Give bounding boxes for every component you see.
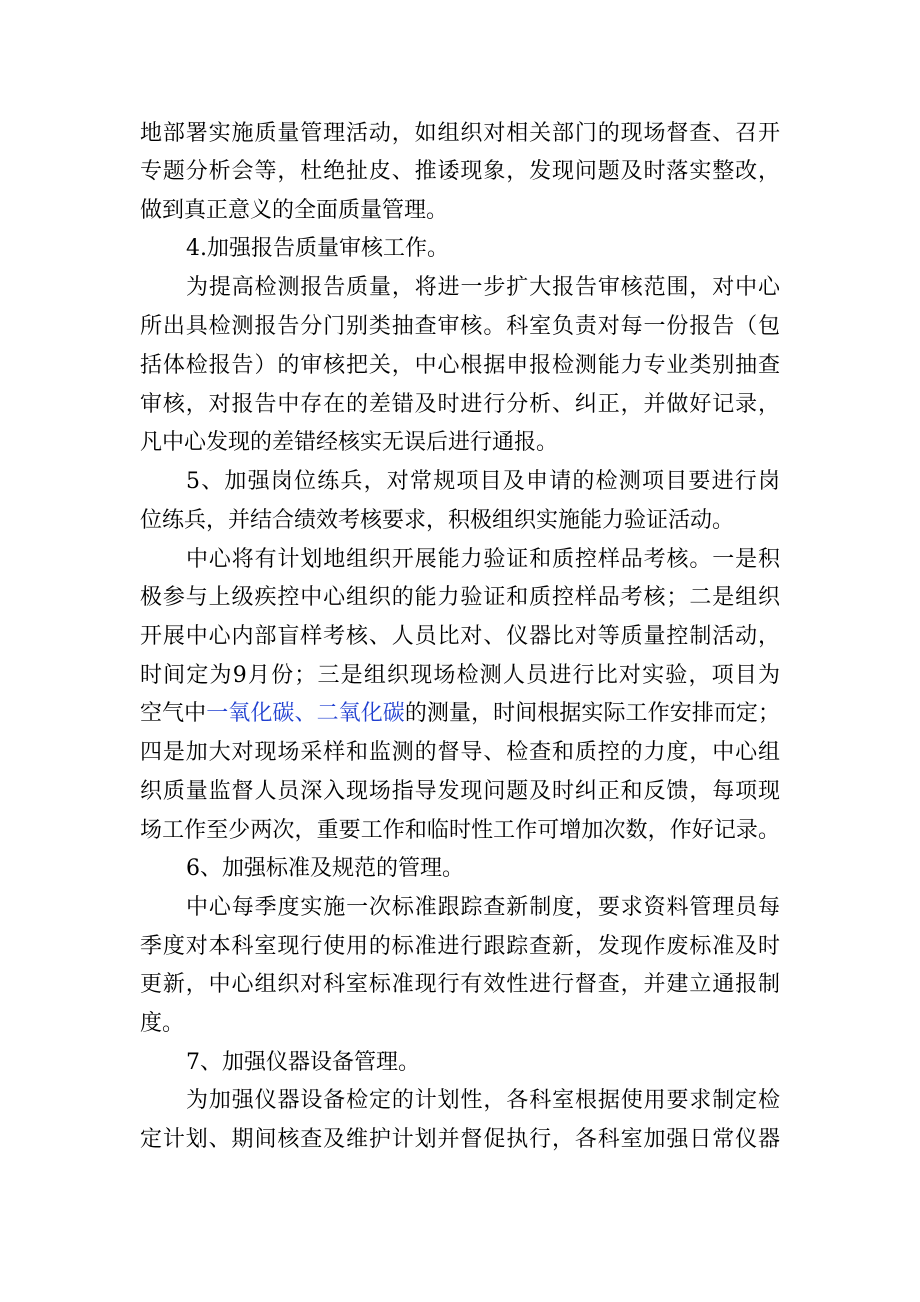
- paragraph-line: 为提高检测报告质量，将进一步扩大报告审核范围，对中心: [186, 275, 780, 300]
- paragraph-line: 位练兵，并结合绩效考核要求，积极组织实施能力验证活动。: [140, 508, 735, 533]
- paragraph-line: 时间定为9月份；三是组织现场检测人员进行比对实验，项目为: [140, 663, 780, 688]
- paragraph-line: 四是加大对现场采样和监测的督导、检查和质控的力度，中心组: [140, 740, 780, 765]
- text-segment: 空气中: [140, 701, 207, 726]
- paragraph-line: 审核，对报告中存在的差错及时进行分析、纠正，并做好记录，: [140, 392, 780, 417]
- paragraph-line: 凡中心发现的差错经核实无误后进行通报。: [140, 430, 559, 455]
- paragraph-line: 做到真正意义的全面质量管理。: [140, 198, 449, 223]
- paragraph-line: 中心每季度实施一次标准跟踪查新制度，要求资料管理员每: [186, 895, 780, 920]
- paragraph-line: 为加强仪器设备检定的计划性，各科室根据使用要求制定检: [186, 1088, 780, 1113]
- paragraph-line: 织质量监督人员深入现场指导发现问题及时纠正和反馈，每项现: [140, 779, 780, 804]
- paragraph-line: 场工作至少两次，重要工作和临时性工作可增加次数，作好记录。: [140, 818, 780, 843]
- paragraph-line: 专题分析会等，杜绝扯皮、推诿现象，发现问题及时落实整改，: [140, 159, 780, 184]
- paragraph-line: 中心将有计划地组织开展能力验证和质控样品考核。一是积: [186, 547, 780, 572]
- paragraph-line: 极参与上级疾控中心组织的能力验证和质控样品考核；二是组织: [140, 585, 780, 610]
- section-heading-5: 5、加强岗位练兵，对常规项目及申请的检测项目要进行岗: [186, 469, 780, 494]
- paragraph-line: 定计划、期间核查及维护计划并督促执行，各科室加强日常仪器: [140, 1127, 780, 1152]
- paragraph-line: 地部署实施质量管理活动，如组织对相关部门的现场督查、召开: [140, 121, 780, 146]
- paragraph-line: 所出具检测报告分门别类抽查审核。科室负责对每一份报告（包: [140, 314, 780, 339]
- highlighted-term: 一氧化碳、二氧化碳: [206, 701, 405, 726]
- paragraph-line-mixed: [140, 695, 780, 733]
- paragraph-line: 度。: [140, 1011, 185, 1036]
- section-heading-7: 7、加强仪器设备管理。: [186, 1050, 420, 1075]
- paragraph-line: 更新，中心组织对科室标准现行有效性进行督查，并建立通报制: [140, 972, 780, 997]
- section-heading-4: 4.加强报告质量审核工作。: [186, 236, 449, 261]
- section-heading-6: 6、加强标准及规范的管理。: [186, 856, 464, 881]
- paragraph-line: 季度对本科室现行使用的标准进行跟踪查新，发现作废标准及时: [140, 934, 780, 959]
- paragraph-line: 括体检报告）的审核把关，中心根据申报检测能力专业类别抽查: [140, 353, 780, 378]
- text-segment: 的测量，时间根据实际工作安排而定；: [404, 701, 780, 726]
- paragraph-line: 开展中心内部盲样考核、人员比对、仪器比对等质量控制活动，: [140, 624, 780, 649]
